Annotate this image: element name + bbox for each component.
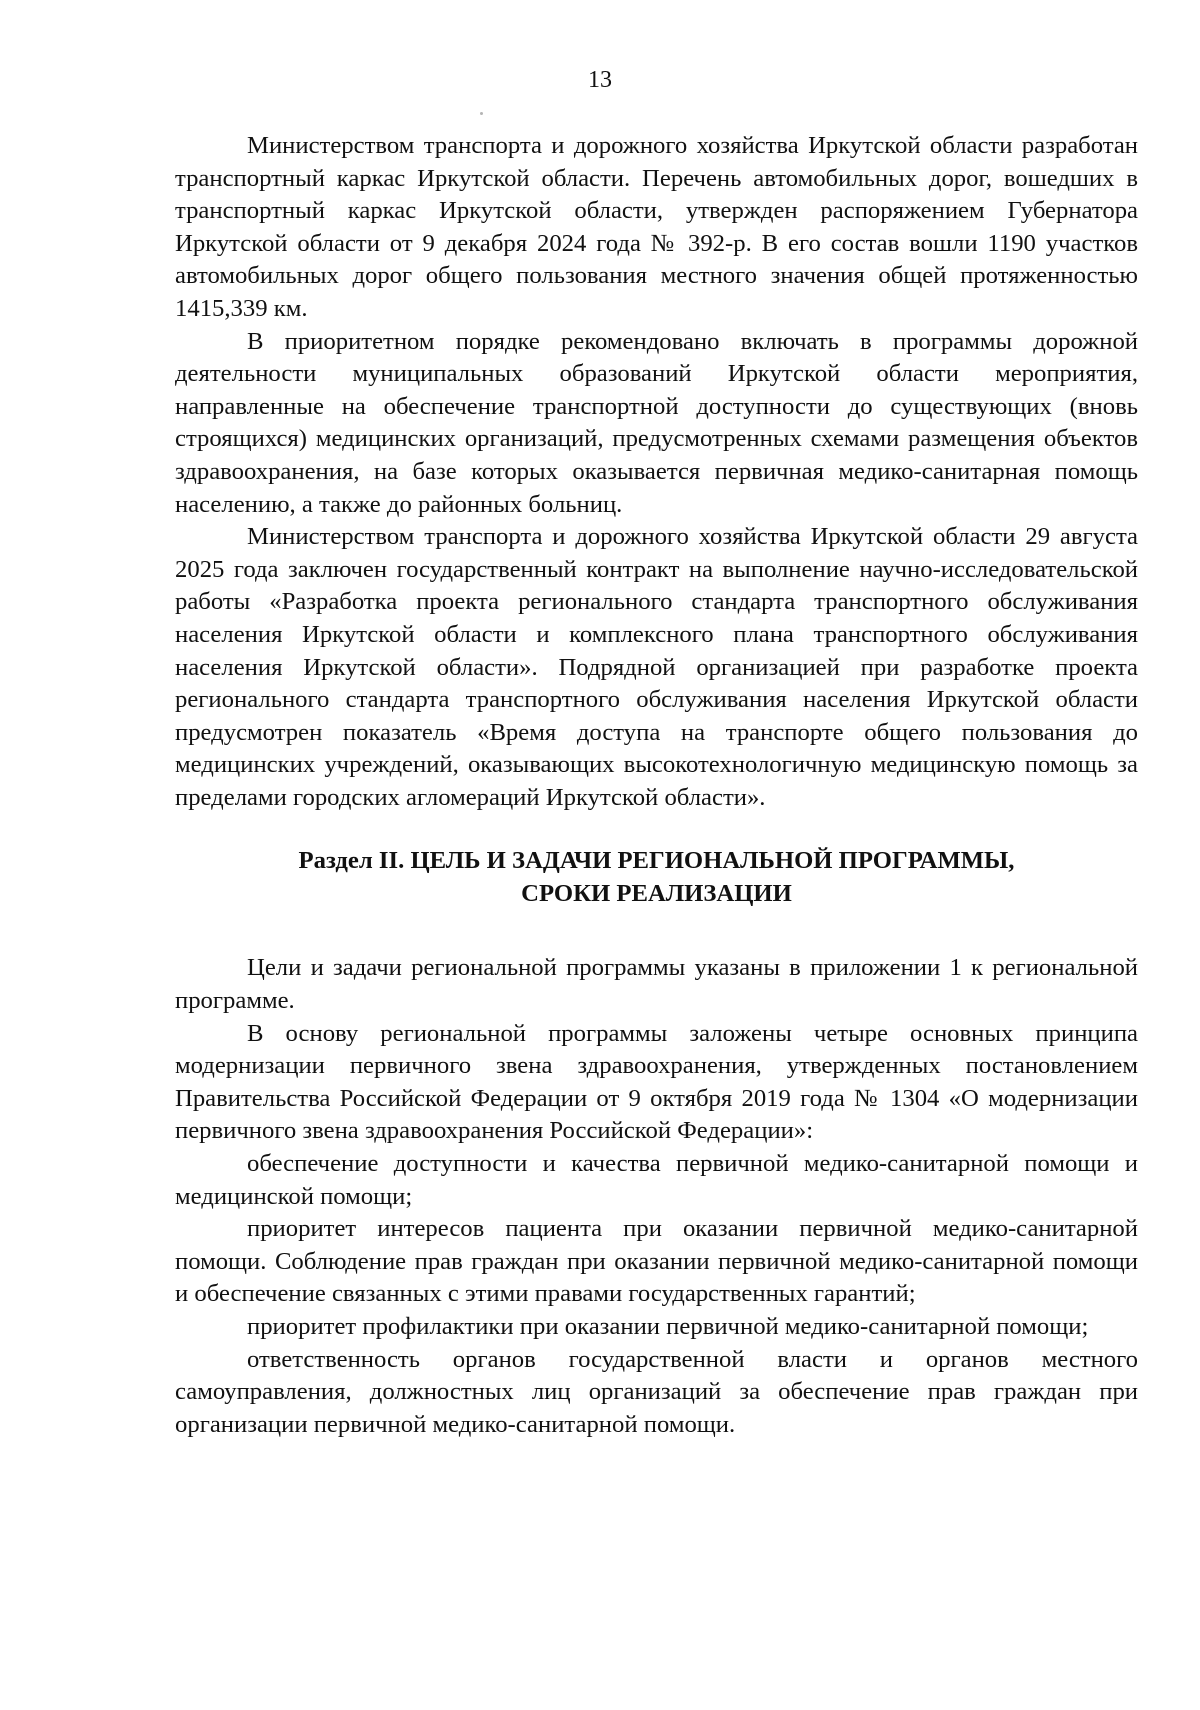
paragraph-goals: Цели и задачи региональной программы указаны в приложении 1 к региональной программе.: [175, 954, 1138, 1015]
section-heading-line-2: СРОКИ РЕАЛИЗАЦИИ: [521, 880, 792, 908]
page-number: 13: [588, 67, 612, 93]
principle-patient-priority: приоритет интересов пациента при оказании первичной медико-санитарной помощи. Соблюдение прав граждан при оказании первичной медико-санитарной помощи и обеспечение связанных с этими правами государственных гарантий;: [175, 1215, 1138, 1308]
paragraph-transport-framework: Министерством транспорта и дорожного хозяйства Иркутской области разработан транспортный каркас Иркутской области. Перечень автомобильных дорог, вошедших в транспортный каркас Иркутской области, утвержден распоряжением Губернатора Иркутской области от 9 декабря 2024 года № 392-р. В его состав вошли 1190 участков автомобильных дорог общего пользования местного значения общей протяженностью 1415,339 км.: [175, 132, 1138, 322]
paragraph-road-programs: В приоритетном порядке рекомендовано включать в программы дорожной деятельности муниципальных образований Иркутской области мероприятия, направленные на обеспечение транспортной доступности до существующих (вновь строящихся) медицинских организаций, предусмотренных схемами размещения объектов здравоохранения, на базе которых оказывается первичная медико-санитарная помощь населению, а также до районных больниц.: [175, 327, 1138, 518]
section-heading-line-1: Раздел II. ЦЕЛЬ И ЗАДАЧИ РЕГИОНАЛЬНОЙ ПРОГРАММЫ,: [298, 847, 1015, 875]
principle-accessibility: обеспечение доступности и качества первичной медико-санитарной помощи и медицинской помощи;: [175, 1150, 1138, 1210]
principle-prevention: приоритет профилактики при оказании первичной медико-санитарной помощи;: [247, 1313, 1089, 1340]
document-body: [175, 130, 1138, 1441]
paragraph-principles-intro: В основу региональной программы заложены четыре основных принципа модернизации первичного звена здравоохранения, утвержденных постановлением Правительства Российской Федерации от 9 октября 2019 года № 1304 «О модернизации первичного звена здравоохранения Российской Федерации»:: [175, 1019, 1138, 1145]
scan-speck: [480, 112, 483, 115]
paragraph-research-contract: Министерством транспорта и дорожного хозяйства Иркутской области 29 августа 2025 года заключен государственный контракт на выполнение научно-исследовательской работы «Разработка проекта регионального стандарта транспортного обслуживания населения Иркутской области и комплексного плана транспортного обслуживания населения Иркутской области». Подрядной организацией при разработке проекта регионального стандарта транспортного обслуживания населения Иркутской области предусмотрен показатель «Время доступа на транспорте общего пользования до медицинских учреждений, оказывающих высокотехнологичную медицинскую помощь за пределами городских агломераций Иркутской области».: [175, 523, 1138, 811]
section-heading: [175, 844, 1138, 910]
principle-responsibility: ответственность органов государственной власти и органов местного самоуправления, должностных лиц организаций за обеспечение прав граждан при организации первичной медико-санитарной помощи.: [175, 1345, 1138, 1438]
spacer: [175, 814, 1138, 844]
spacer: [175, 910, 1138, 952]
